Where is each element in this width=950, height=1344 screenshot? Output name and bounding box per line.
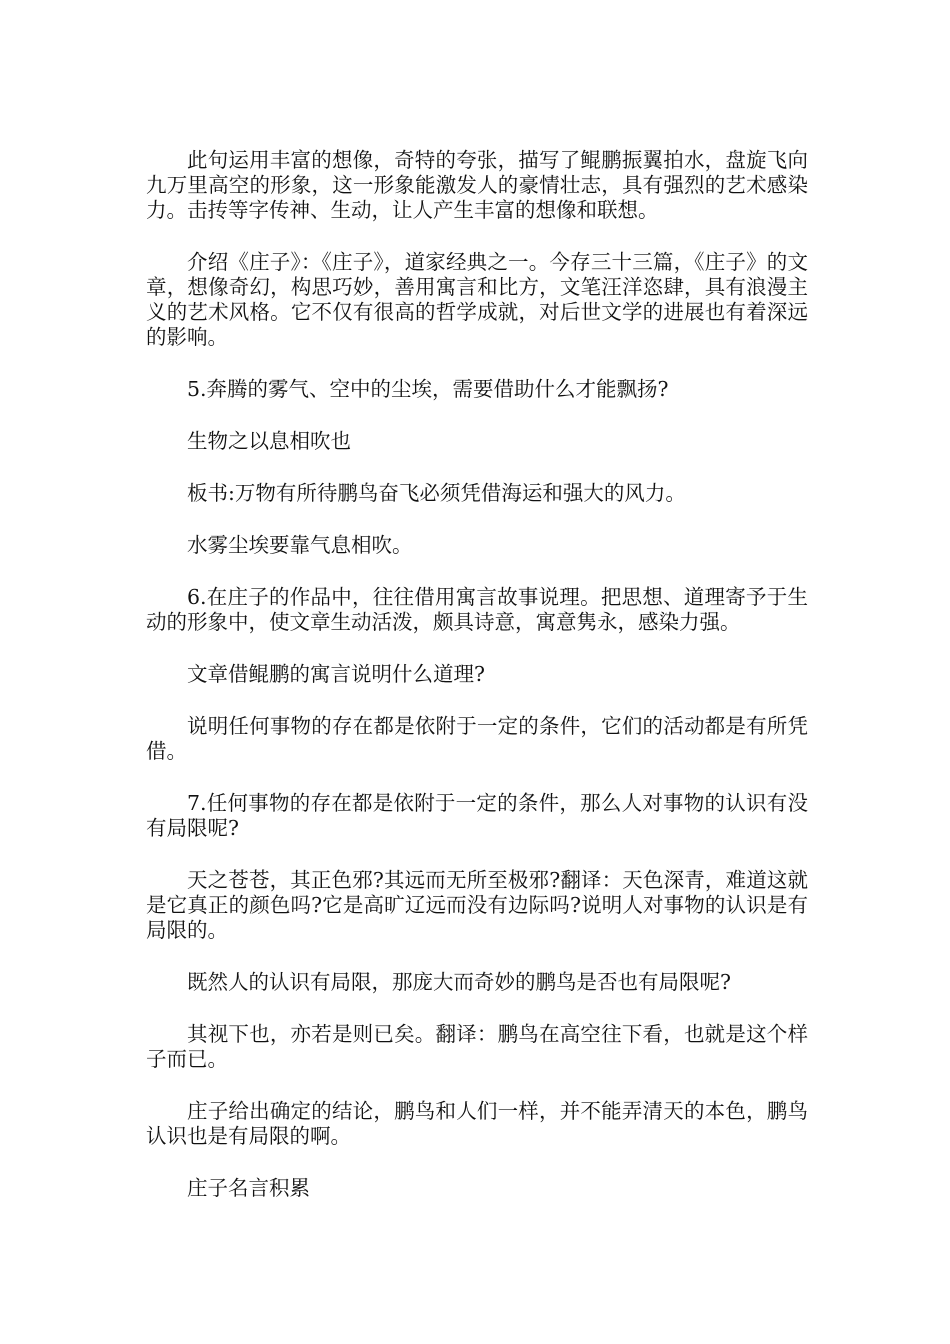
paragraph-8: 文章借鲲鹏的寓言说明什么道理? <box>187 662 485 686</box>
paragraph-9: 说明任何事物的存在都是依附于一定的条件，它们的活动都是有所凭借。 <box>146 714 808 763</box>
paragraph-14: 庄子给出确定的结论，鹏鸟和人们一样，并不能弄清天的本色，鹏鸟认识也是有局限的啊。 <box>146 1099 808 1148</box>
paragraph-7: 6.在庄子的作品中，往往借用寓言故事说理。把思想、道理寄予于生动的形象中，使文章生动活泼，颇具诗意，寓意隽永，感染力强。 <box>146 585 808 634</box>
paragraph-2: 介绍《庄子》：《庄子》，道家经典之一。今存三十三篇，《庄子》的文章，想像奇幻，构思巧妙，善用寓言和比方，文笔汪洋恣肆，具有浪漫主义的艺术风格。它不仅有很高的哲学成就，对后世文学的进展也有着深远的影响。 <box>146 250 808 349</box>
paragraph-1: 此句运用丰富的想像，奇特的夸张，描写了鲲鹏振翼拍水，盘旋飞向九万里高空的形象，这一形象能激发人的豪情壮志，具有强烈的艺术感染力。击抟等字传神、生动，让人产生丰富的想像和联想。 <box>146 148 808 222</box>
paragraph-10: 7.任何事物的存在都是依附于一定的条件，那么人对事物的认识有没有局限呢? <box>146 791 808 840</box>
document-body <box>146 148 808 1201</box>
paragraph-5: 板书:万物有所待鹏鸟奋飞必须凭借海运和强大的风力。 <box>187 481 686 505</box>
paragraph-12: 既然人的认识有局限，那庞大而奇妙的鹏鸟是否也有局限呢? <box>187 970 731 994</box>
paragraph-15: 庄子名言积累 <box>187 1176 310 1200</box>
paragraph-4: 生物之以息相吹也 <box>187 429 351 453</box>
paragraph-13: 其视下也，亦若是则已矣。翻译：鹏鸟在高空往下看，也就是这个样子而已。 <box>146 1022 808 1071</box>
paragraph-6: 水雾尘埃要靠气息相吹。 <box>187 533 413 557</box>
paragraph-3: 5.奔腾的雾气、空中的尘埃，需要借助什么才能飘扬? <box>187 377 669 401</box>
paragraph-11: 天之苍苍，其正色邪?其远而无所至极邪?翻译：天色深青，难道这就是它真正的颜色吗?它是高旷辽远而没有边际吗?说明人对事物的认识是有局限的。 <box>146 868 808 942</box>
